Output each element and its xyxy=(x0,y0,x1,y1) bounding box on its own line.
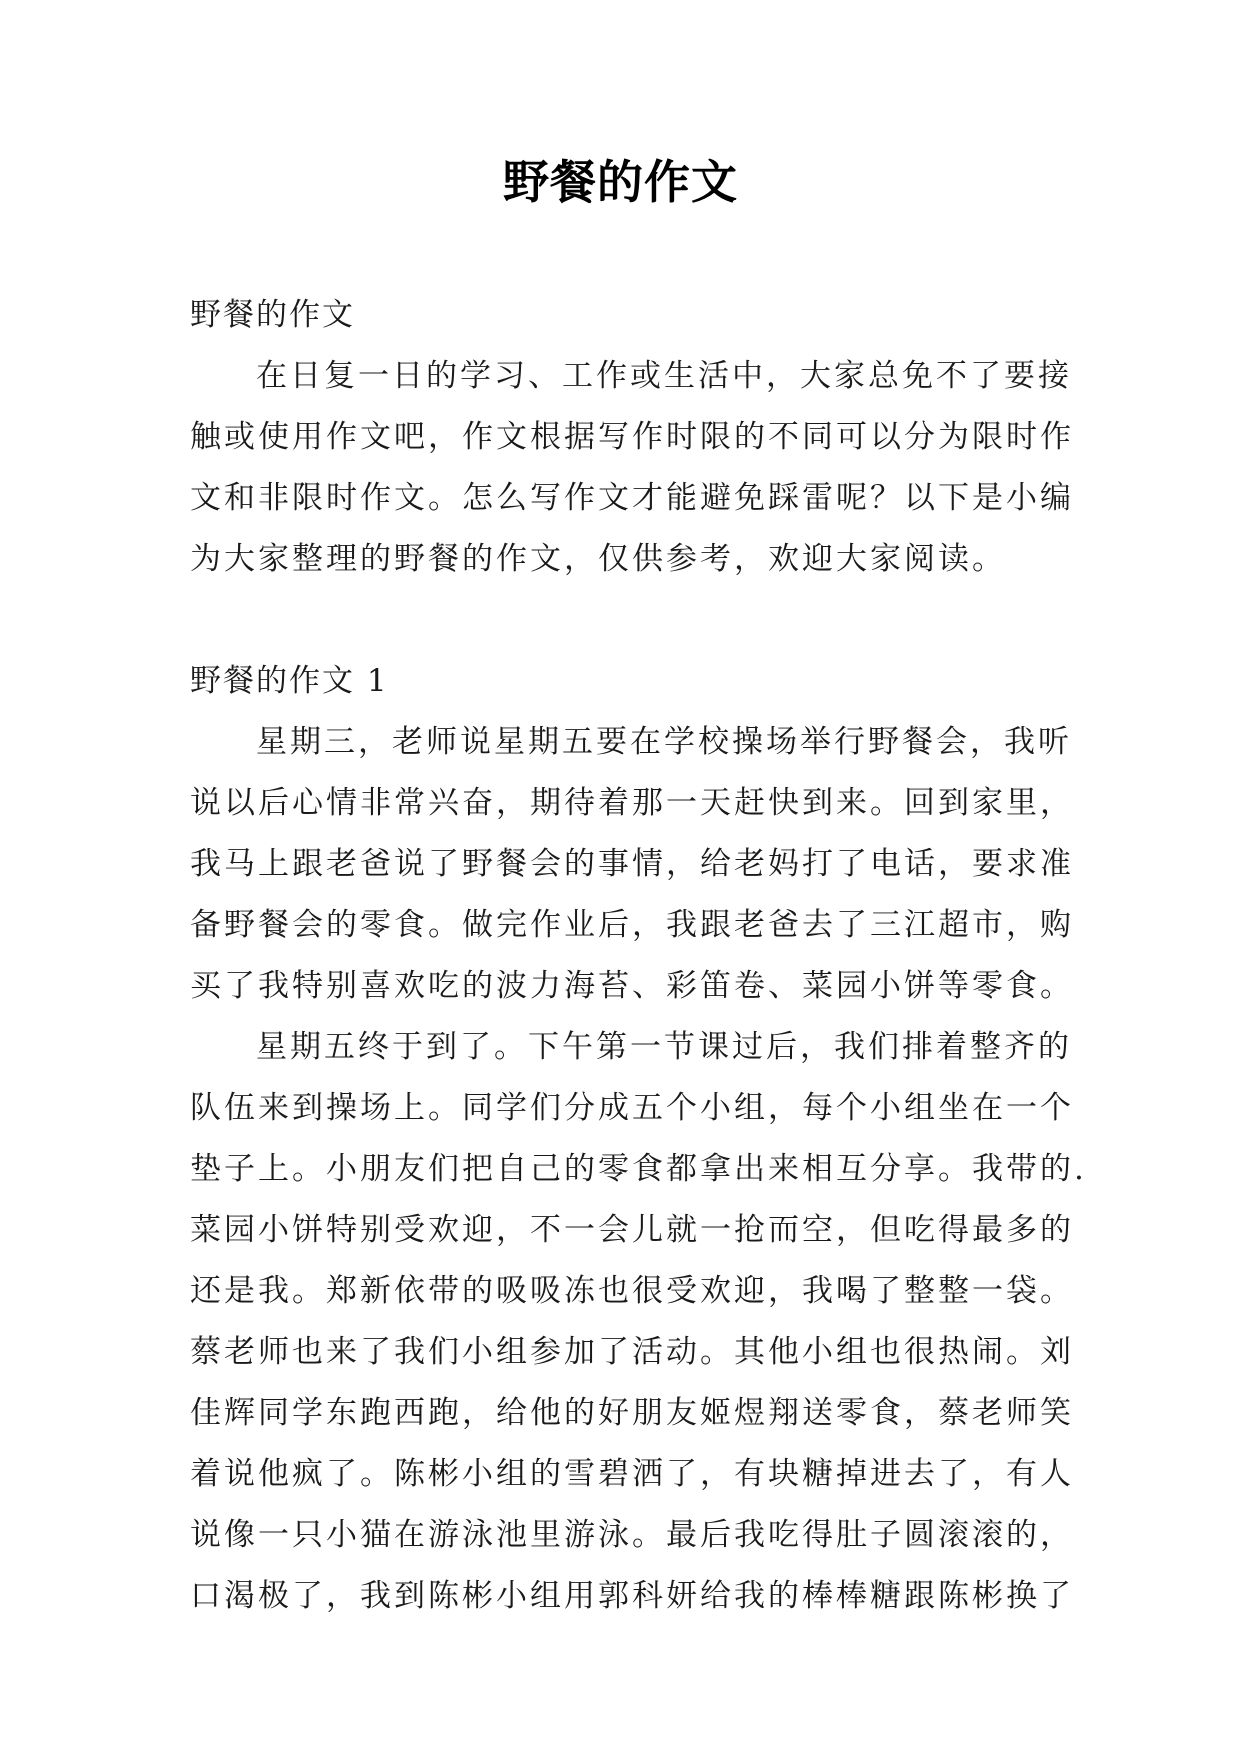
essay1-heading: 野餐的作文 1 xyxy=(190,663,389,699)
essay1-p1-line: 说以后心情非常兴奋，期待着那一天赶快到来。回到家里， xyxy=(190,785,1074,821)
essay1-p1-line: 买了我特别喜欢吃的波力海苔、彩笛卷、菜园小饼等零食。 xyxy=(190,968,1074,1004)
essay1-p2-line: 蔡老师也来了我们小组参加了活动。其他小组也很热闹。刘 xyxy=(190,1334,1074,1370)
intro-heading: 野餐的作文 xyxy=(190,297,355,333)
essay1-p2-line: 着说他疯了。陈彬小组的雪碧洒了，有块糖掉进去了，有人 xyxy=(190,1456,1074,1492)
document-body xyxy=(190,285,1087,1627)
essay1-p2-line: 队伍来到操场上。同学们分成五个小组，每个小组坐在一个 xyxy=(190,1090,1074,1126)
essay1-p1-line: 星期三，老师说星期五要在学校操场举行野餐会，我听 xyxy=(256,724,1072,760)
essay1-p2-line: 垫子上。小朋友们把自己的零食都拿出来相互分享。我带的. xyxy=(190,1151,1087,1187)
essay1-p2-line: 星期五终于到了。下午第一节课过后，我们排着整齐的 xyxy=(256,1029,1072,1065)
intro-line: 文和非限时作文。怎么写作文才能避免踩雷呢？以下是小编 xyxy=(190,480,1074,516)
intro-line: 在日复一日的学习、工作或生活中，大家总免不了要接 xyxy=(256,358,1072,394)
essay1-p1-line: 我马上跟老爸说了野餐会的事情，给老妈打了电话，要求准 xyxy=(190,846,1074,882)
intro-line: 为大家整理的野餐的作文，仅供参考，欢迎大家阅读。 xyxy=(190,541,1006,577)
essay1-p2-line: 菜园小饼特别受欢迎，不一会儿就一抢而空，但吃得最多的 xyxy=(190,1212,1074,1248)
section-spacer xyxy=(190,590,1070,651)
essay1-p2-line: 口渴极了，我到陈彬小组用郭科妍给我的棒棒糖跟陈彬换了 xyxy=(190,1578,1074,1614)
document-title: 野餐的作文 xyxy=(503,155,738,209)
essay1-p2-line: 佳辉同学东跑西跑，给他的好朋友姬煜翔送零食，蔡老师笑 xyxy=(190,1395,1074,1431)
essay1-p1-line: 备野餐会的零食。做完作业后，我跟老爸去了三江超市，购 xyxy=(190,907,1074,943)
essay1-p2-line: 说像一只小猫在游泳池里游泳。最后我吃得肚子圆滚滚的， xyxy=(190,1517,1074,1553)
intro-line: 触或使用作文吧，作文根据写作时限的不同可以分为限时作 xyxy=(190,419,1074,455)
essay1-p2-line: 还是我。郑新依带的吸吸冻也很受欢迎，我喝了整整一袋。 xyxy=(190,1273,1074,1309)
